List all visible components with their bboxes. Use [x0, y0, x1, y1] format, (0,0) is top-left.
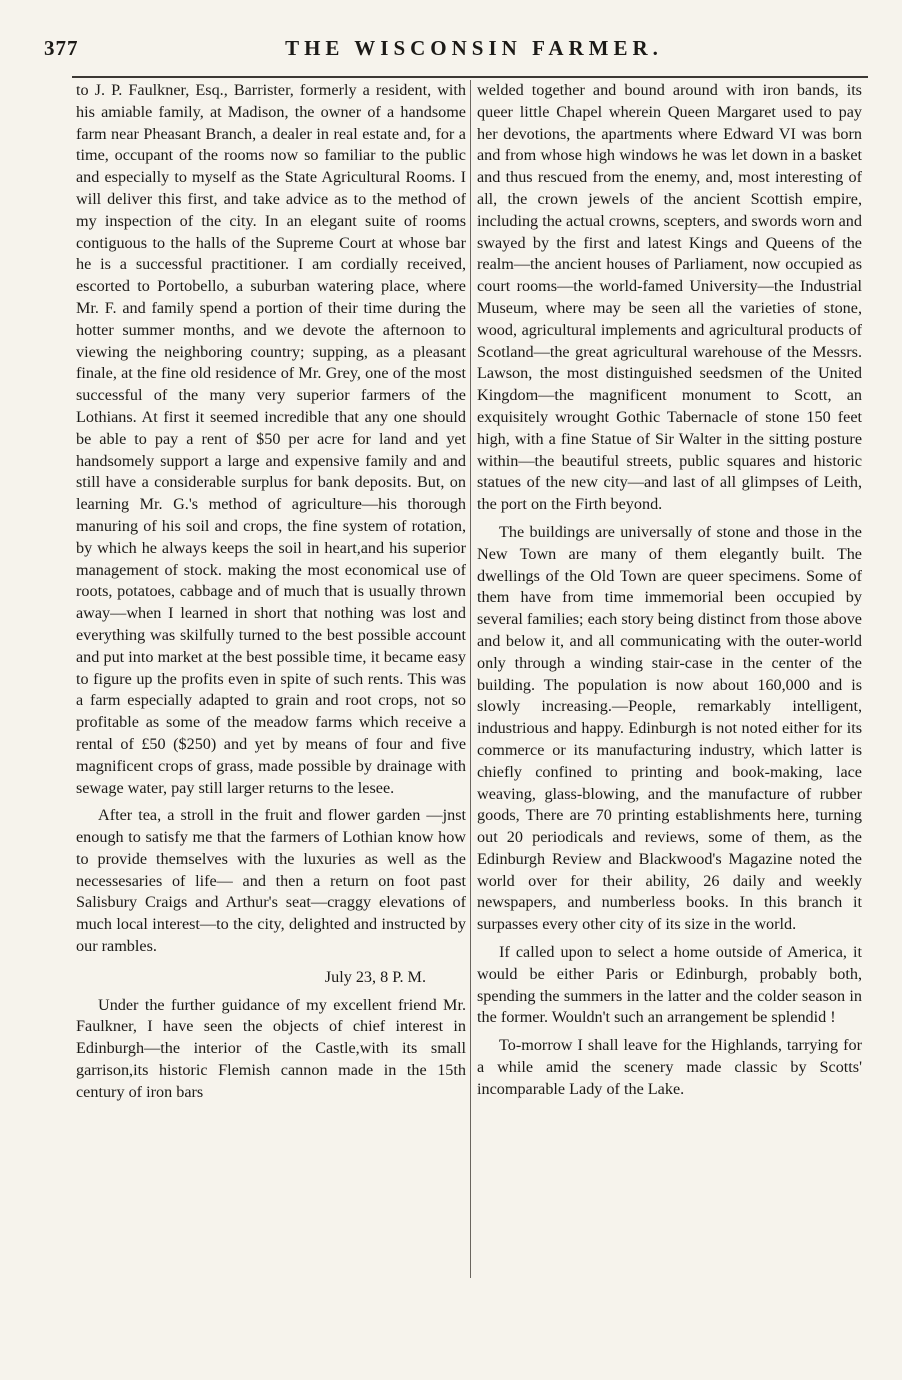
page-header: [44, 36, 864, 68]
right-paragraph-2: The buildings are universally of stone and those in the New Town are many of them elegantly built. The dwellings of the Old Town are queer specimens. Some of them have from time immemorial been occupied by several families; each story being distinct from those above and below it, and all communicating with the outer-world only through a winding stair-case in the center of the building. The population is now about 160,000 and is slowly increasing.—People, remarkably intelligent, industrious and happy. Edinburgh is not noted either for its commerce or its manufacturing industry, which latter is chiefly confined to printing and book-making, lace weaving, glass-blowing, and the manufacture of rubber goods, There are 70 printing establishments here, turning out 20 periodicals and reviews, some of them, as the Edinburgh Review and Blackwood's Magazine noted the world over for their ability, 26 daily and weekly newspapers, and numberless books. In this branch it surpasses every other city of its size in the world.: [477, 522, 862, 934]
left-column: [76, 80, 466, 1300]
right-paragraph-3: If called upon to select a home outside of America, it would be either Paris or Edinburgh, probably both, spending the summers in the latter and the colder season in the former. Wouldn't such an arrangement be splendid !: [477, 943, 862, 1027]
page-number: 377: [44, 36, 79, 60]
dateline: July 23, 8 P. M.: [324, 967, 426, 986]
left-paragraph-1: to J. P. Faulkner, Esq., Barrister, formerly a resident, with his amiable family, at Madison, the owner of a handsome farm near Pheasant Branch, a dealer in real estate and, for a time, occupant of the rooms now so familiar to the public and especially to myself as the State Agricultural Rooms. I will deliver this first, and take advice as to the method of my inspection of the city. In an elegant suite of rooms contiguous to the halls of the Supreme Court at whose bar he is a successful practitioner. I am cordially received, escorted to Portobello, a suburban watering place, where Mr. F. and family spend a portion of their time during the hotter summer months, and we devote the afternoon to viewing the neighboring country; supping, as a pleasant finale, at the fine old residence of Mr. Grey, one of the most successful of the many very superior farmers of the Lothians. At first it seemed incredible that any one should be able to pay a rent of $50 per acre for land and yet handsomely support a large and expensive family and and still have a considerable surplus for bank deposits. But, on learning Mr. G.'s method of agriculture—his thorough manuring of his soil and crops, the fine system of rotation, by which he always keeps the soil in heart,and his superior management of stock. making the most economical use of roots, potatoes, cabbage and of much that is usually thrown away—when I learned in short that nothing was lost and everything was skilfully turned to the best possible account and put into market at the best possible time, it became easy to figure up the profits even in spite of such rents. This was a farm especially adapted to grain and root crops, not so profitable as some of the meadow farms which receive a rental of £50 ($250) and yet by means of four and five magnificent crops of grass, made possible by drainage with sewage water, pay still larger returns to the lesee.: [76, 81, 466, 797]
left-paragraph-2: After tea, a stroll in the fruit and flower garden —jnst enough to satisfy me that the farmers of Lothian know how to provide themselves with the luxuries as well as the necessesaries of life— and then a return on foot past Salisbury Craigs and Arthur's seat—craggy elevations of much local interest—to the city, delighted and instructed by our rambles.: [76, 806, 466, 956]
right-paragraph-1: welded together and bound around with iron bands, its queer little Chapel wherein Queen Margaret used to pay her devotions, the apartments where Edward VI was born and from whose high windows he was let down in a basket and thus rescued from the enemy, and, most interesting of all, the crown jewels of the ancient Scottish empire, including the actual crowns, scepters, and swords worn and swayed by the first and latest Kings and Queens of the realm—the ancient houses of Parliament, now occupied as court rooms—the world-famed University—the Industrial Museum, where may be seen all the varieties of stone, wood, agricultural implements and agricultural products of Scotland—the great agricultural warehouse of the Messrs. Lawson, the most distinguished seedsmen of the United Kingdom—the magnificent monument to Scott, an exquisitely wrought Gothic Tabernacle of stone 150 feet high, with a fine Statue of Sir Walter in the sitting posture within—the beautiful streets, public squares and historic statues of the new city—and last of all glimpses of Leith, the port on the Firth beyond.: [477, 81, 862, 514]
right-paragraph-4: To-morrow I shall leave for the Highlands, tarrying for a while amid the scenery made classic by Scotts' incomparable Lady of the Lake.: [477, 1036, 862, 1098]
journal-title: THE WISCONSIN FARMER.: [285, 36, 663, 60]
left-paragraph-3: Under the further guidance of my excellent friend Mr. Faulkner, I have seen the objects of chief interest in Edinburgh—the interior of the Castle,with its small garrison,its historic Flemish cannon made in the 15th century of iron bars: [76, 995, 466, 1101]
column-divider: [470, 80, 471, 1278]
header-rule: [72, 76, 868, 78]
right-column: [477, 80, 862, 1300]
